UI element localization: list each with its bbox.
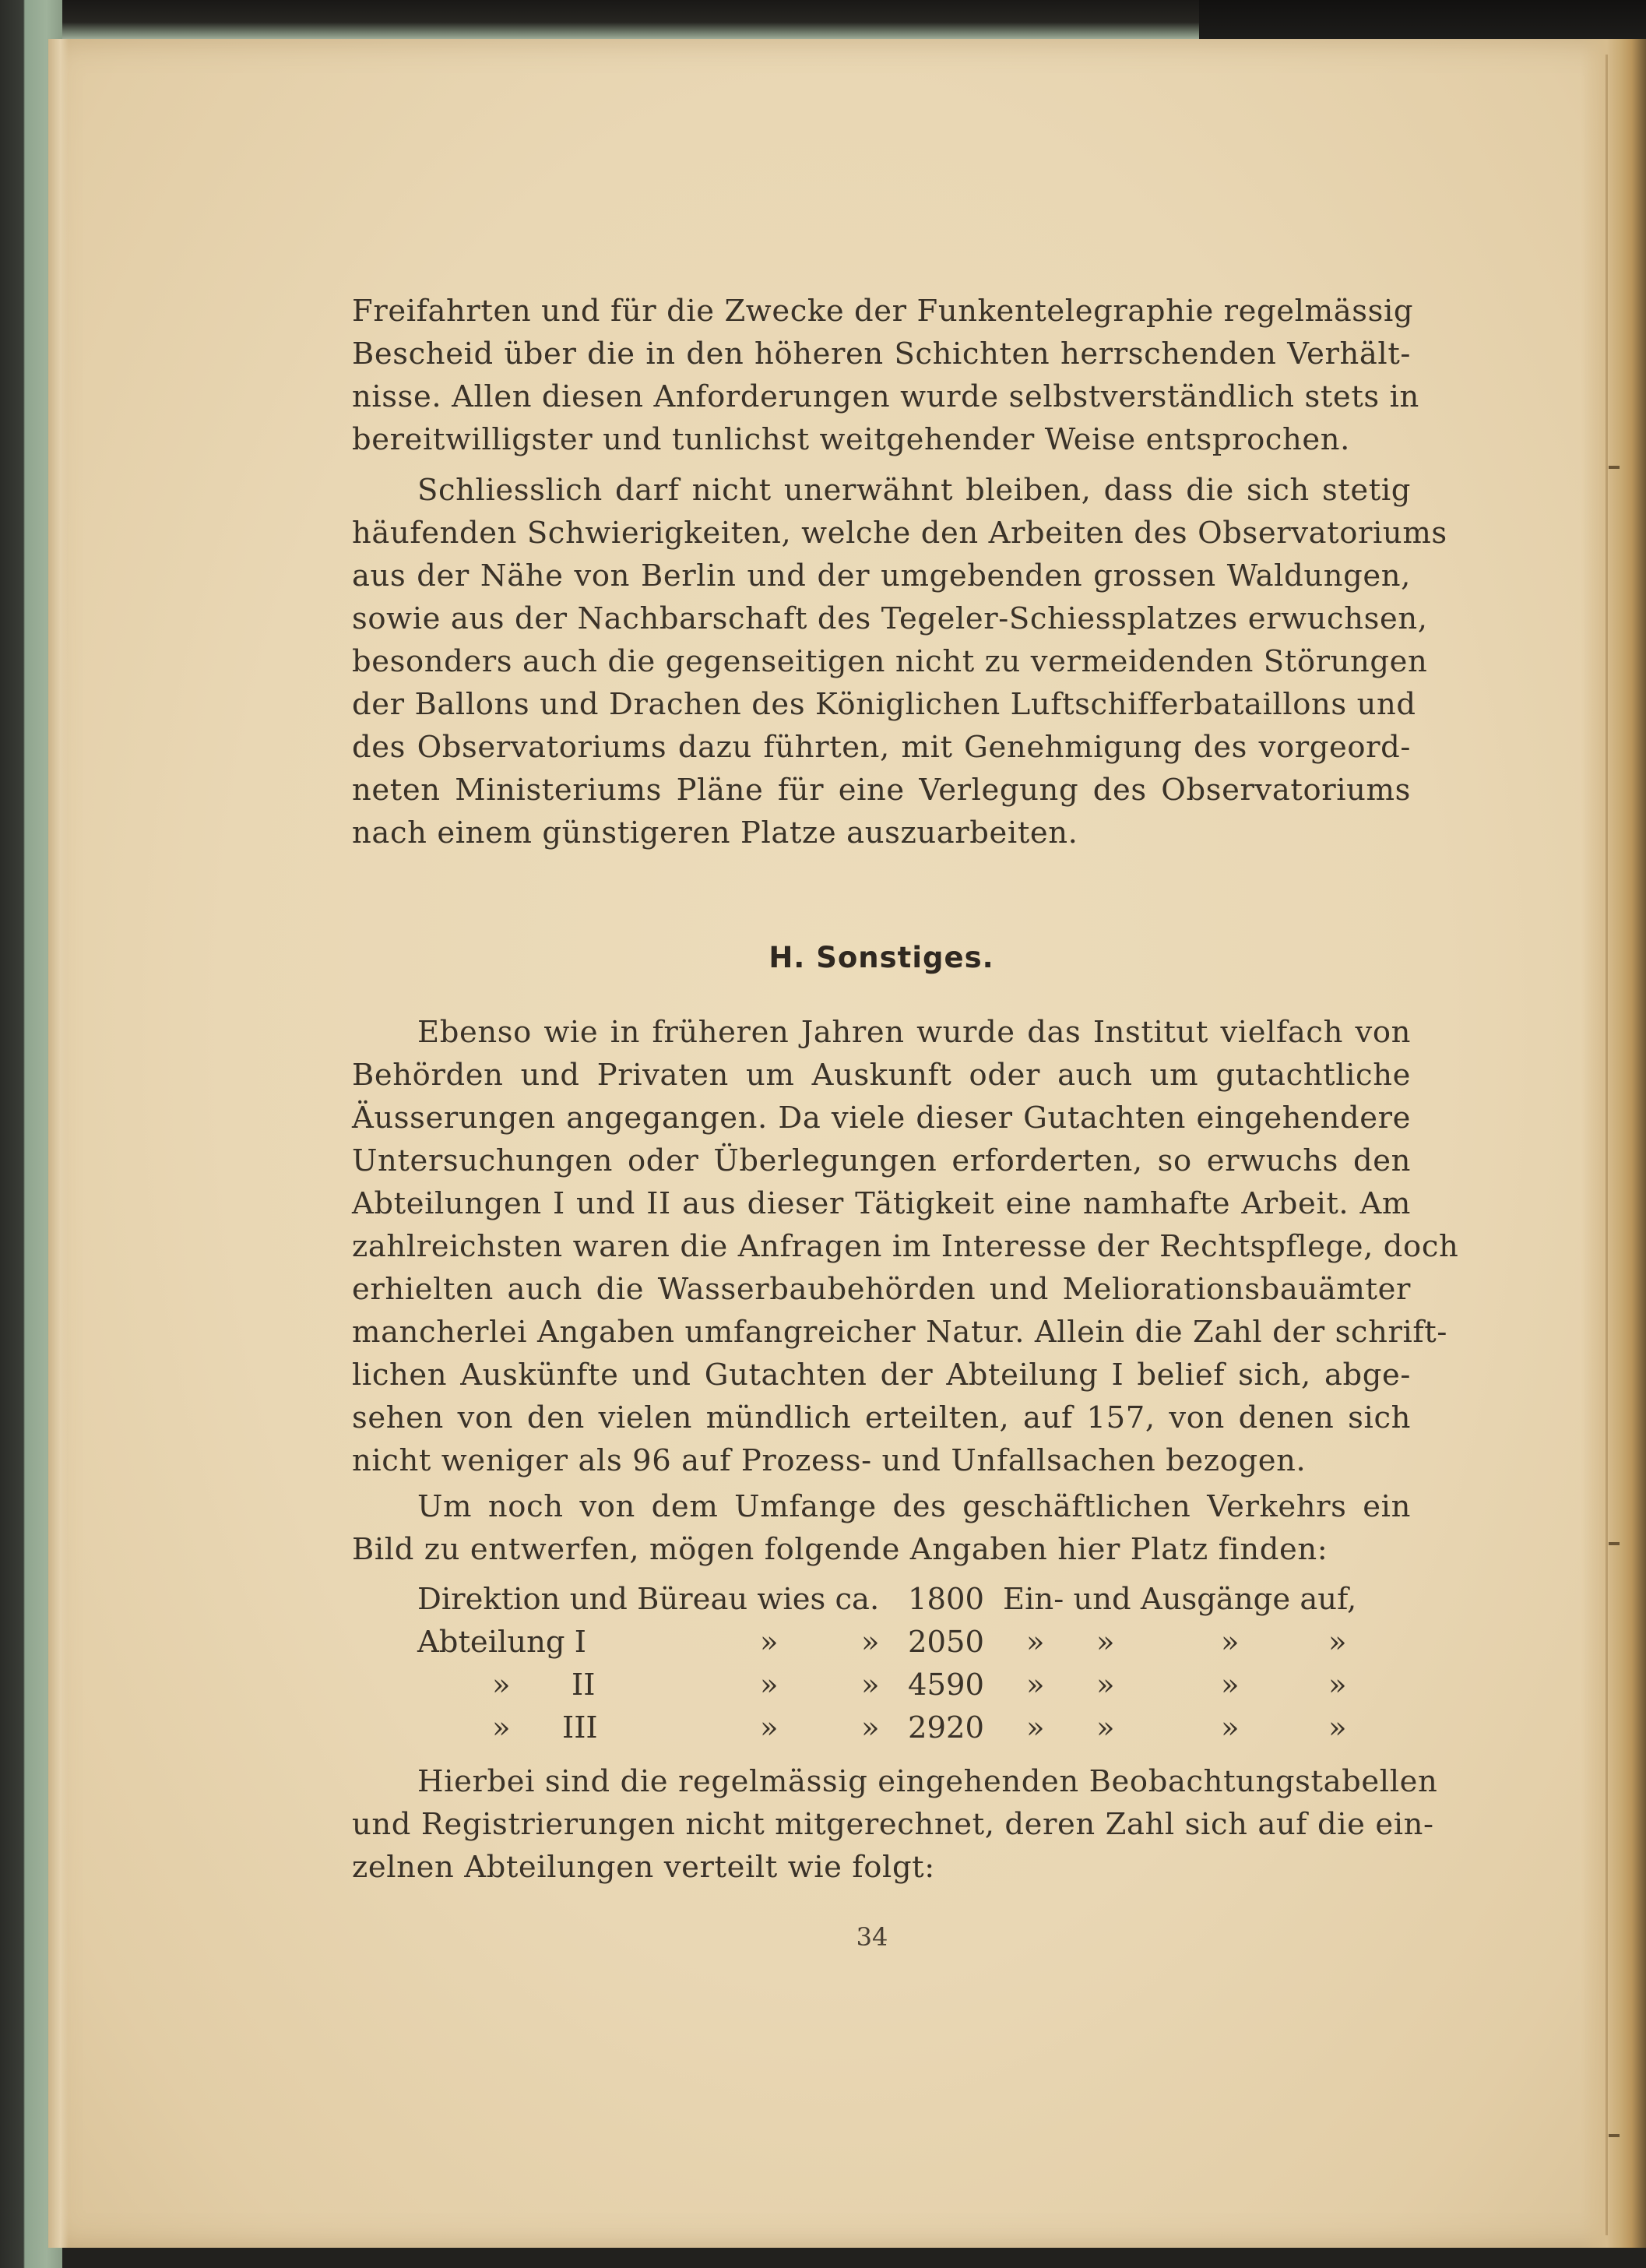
row-count: 2050 — [908, 1625, 984, 1660]
text-line: Hierbei sind die regelmässig eingehenden Beobachtungstabellen — [417, 1764, 1438, 1799]
table-row — [417, 1664, 1383, 1706]
table-row — [417, 1706, 1383, 1749]
ditto-mark: » — [1221, 1710, 1240, 1745]
text-line: mancherlei Angaben umfangreicher Natur. Allein die Zahl der schrift- — [352, 1315, 1447, 1350]
row-label: III — [562, 1710, 598, 1745]
text-line: Freifahrten und für die Zwecke der Funkentelegraphie regelmässig — [352, 294, 1414, 329]
text-line: sehen von den vielen mündlich erteilten, auf 157, von denen sich — [352, 1400, 1411, 1435]
ditto-mark: » — [492, 1668, 511, 1703]
ditto-mark: » — [1096, 1668, 1115, 1703]
paragraph-traffic — [352, 1485, 1411, 1571]
ditto-mark: » — [861, 1625, 880, 1660]
ditto-mark: » — [760, 1625, 779, 1660]
ditto-mark: » — [1221, 1668, 1240, 1703]
text-line: bereitwilligster und tunlichst weitgehender Weise entsprochen. — [352, 422, 1351, 457]
ditto-mark: » — [760, 1668, 779, 1703]
ditto-mark: » — [1328, 1710, 1347, 1745]
text-line: erhielten auch die Wasserbaubehörden und Meliorationsbauämter — [352, 1272, 1411, 1307]
ditto-mark: » — [861, 1710, 880, 1745]
text-line: des Observatoriums dazu führten, mit Genehmigung des vorgeord- — [352, 730, 1411, 765]
row-label: Direktion und Büreau wies ca. — [417, 1582, 880, 1617]
text-line: zelnen Abteilungen verteilt wie folgt: — [352, 1850, 935, 1885]
text-line: Untersuchungen oder Überlegungen erforderten, so erwuchs den — [352, 1143, 1411, 1178]
text-line: Bescheid über die in den höheren Schichten herrschenden Verhält- — [352, 336, 1411, 372]
page-edge-right — [1581, 39, 1646, 2248]
binding-thread-mark — [1609, 1542, 1620, 1545]
row-label: II — [572, 1668, 596, 1703]
paragraph-inquiries — [352, 1011, 1459, 1482]
page-number: 34 — [856, 1922, 888, 1952]
text-line: besonders auch die gegenseitigen nicht zu vermeidenden Störungen — [352, 644, 1428, 679]
section-heading: H. Sonstiges. — [768, 941, 994, 974]
binding-thread-mark — [1609, 466, 1620, 469]
text-line: Bild zu entwerfen, mögen folgende Angaben hier Platz finden: — [352, 1532, 1328, 1567]
text-line: sowie aus der Nachbarschaft des Tegeler-Schiessplatzes erwuchsen, — [352, 601, 1428, 636]
row-count: 2920 — [908, 1710, 984, 1745]
ditto-mark: » — [1221, 1625, 1240, 1660]
text-line: nicht weniger als 96 auf Prozess- und Unfallsachen bezogen. — [352, 1443, 1307, 1478]
text-line: Ebenso wie in früheren Jahren wurde das Institut vielfach von — [417, 1015, 1411, 1050]
page-fold-line — [1606, 55, 1608, 2235]
ditto-mark: » — [760, 1710, 779, 1745]
text-line: Um noch von dem Umfange des geschäftlichen Verkehrs ein — [417, 1489, 1411, 1524]
text-line: Abteilungen I und II aus dieser Tätigkeit eine namhafte Arbeit. Am — [352, 1186, 1411, 1221]
text-line: Behörden und Privaten um Auskunft oder auch um gutachtliche — [352, 1058, 1411, 1093]
table-row — [417, 1621, 1383, 1664]
paragraph-continuation — [352, 290, 1419, 461]
paragraph-relocation — [352, 469, 1447, 854]
ditto-mark: » — [492, 1710, 511, 1745]
table-row — [417, 1578, 1383, 1621]
paragraph-registrations — [352, 1760, 1438, 1889]
text-line: aus der Nähe von Berlin und der umgebenden grossen Waldungen, — [352, 558, 1411, 593]
ditto-mark: » — [861, 1668, 880, 1703]
row-count: 1800 — [908, 1582, 984, 1617]
text-line: und Registrierungen nicht mitgerechnet, deren Zahl sich auf die ein- — [352, 1807, 1434, 1842]
ditto-mark: » — [1328, 1625, 1347, 1660]
row-count: 4590 — [908, 1668, 984, 1703]
text-line: neten Ministeriums Pläne für eine Verlegung des Observatoriums — [352, 773, 1411, 808]
text-line: zahlreichsten waren die Anfragen im Interesse der Rechtspflege, doch — [352, 1229, 1459, 1264]
ditto-mark: » — [1026, 1710, 1045, 1745]
text-line: nisse. Allen diesen Anforderungen wurde selbstverständlich stets in — [352, 379, 1419, 414]
text-line: Äusserungen angegangen. Da viele dieser Gutachten eingehendere — [352, 1101, 1411, 1136]
text-line: lichen Auskünfte und Gutachten der Abteilung I belief sich, abge- — [352, 1358, 1411, 1393]
ditto-mark: » — [1026, 1668, 1045, 1703]
row-suffix: Ein- und Ausgänge auf, — [1003, 1582, 1357, 1617]
binding-thread-mark — [1609, 2134, 1620, 2137]
row-label: Abteilung I — [417, 1625, 587, 1660]
ditto-mark: » — [1328, 1668, 1347, 1703]
ditto-mark: » — [1096, 1625, 1115, 1660]
text-line: der Ballons und Drachen des Königlichen Luftschifferbataillons und — [352, 687, 1416, 722]
ditto-mark: » — [1026, 1625, 1045, 1660]
ditto-mark: » — [1096, 1710, 1115, 1745]
text-line: Schliesslich darf nicht unerwähnt bleiben, dass die sich stetig — [417, 473, 1411, 508]
text-line: nach einem günstigeren Platze auszuarbeiten. — [352, 815, 1078, 850]
page-edge-left — [48, 39, 69, 2248]
text-line: häufenden Schwierigkeiten, welche den Arbeiten des Observatoriums — [352, 516, 1447, 551]
